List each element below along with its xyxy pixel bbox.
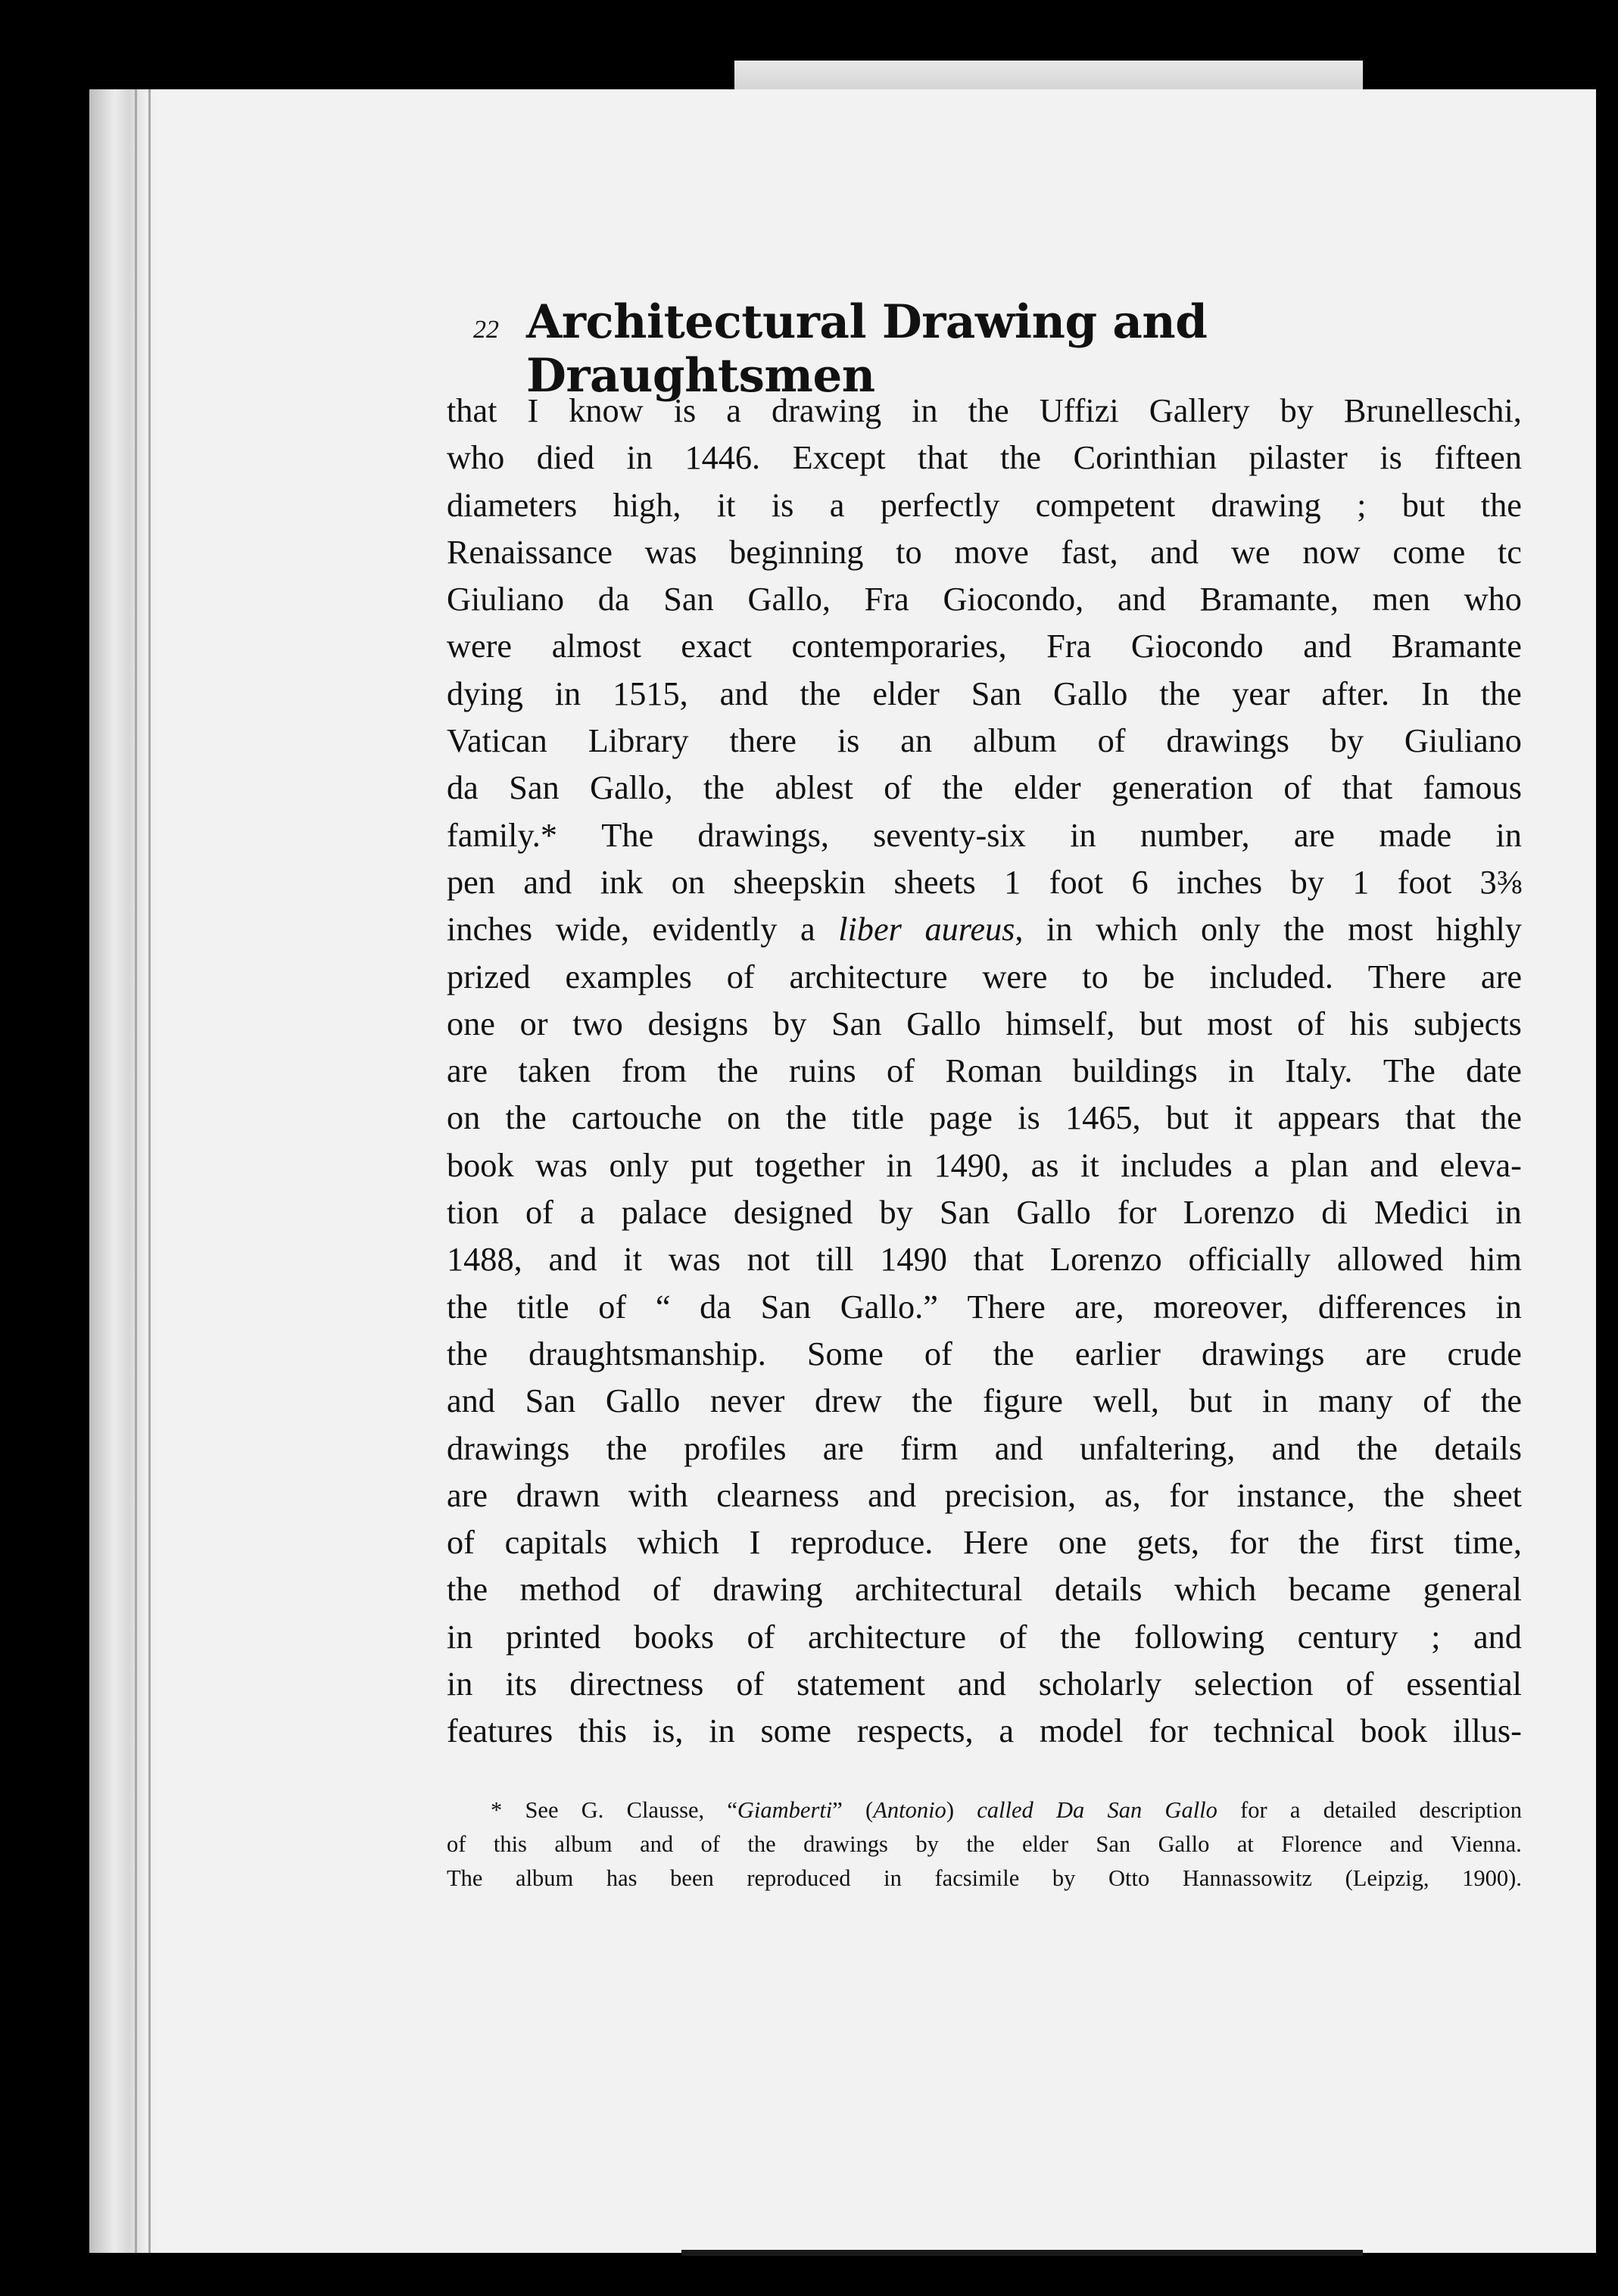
body-text bbox=[447, 388, 1522, 1755]
body-line: inches wide, evidently a liber aureus, in which only the most highly bbox=[447, 911, 1522, 949]
body-line: dying in 1515, and the elder San Gallo the year after. In the bbox=[447, 674, 1522, 712]
body-line: features this is, in some respects, a model for technical book illus- bbox=[447, 1712, 1522, 1750]
body-line: the title of “ da San Gallo.” There are, moreover, differences in bbox=[447, 1288, 1522, 1326]
body-line: Vatican Library there is an album of drawings by Giuliano bbox=[447, 722, 1522, 760]
body-line: Giuliano da San Gallo, Fra Giocondo, and Bramante, men who bbox=[447, 581, 1522, 618]
bottom-page-edge bbox=[681, 2250, 1363, 2256]
body-line: the method of drawing architectural details which became general bbox=[447, 1571, 1522, 1609]
running-head-title: Architectural Drawing and Draughtsmen bbox=[526, 295, 1208, 403]
spine-rule bbox=[148, 89, 151, 2253]
body-line: and San Gallo never drew the figure well, but in many of the bbox=[447, 1382, 1522, 1420]
body-line: of capitals which I reproduce. Here one gets, for the first time, bbox=[447, 1524, 1522, 1562]
body-line: family.* The drawings, seventy-six in number, are made in bbox=[447, 816, 1522, 854]
body-line: are taken from the ruins of Roman buildings in Italy. The date bbox=[447, 1052, 1522, 1090]
body-line: book was only put together in 1490, as it includes a plan and eleva- bbox=[447, 1146, 1522, 1184]
body-line: that I know is a drawing in the Uffizi Gallery by Brunelleschi, bbox=[447, 392, 1522, 429]
footnote-line: The album has been reproduced in facsimile by Otto Hannassowitz (Leipzig, 1900). bbox=[447, 1865, 1522, 1891]
footnote-line: * See G. Clausse, “Giamberti” (Antonio) called Da San Gallo for a detailed description bbox=[491, 1796, 1522, 1823]
body-line: the draughtsmanship. Some of the earlier drawings are crude bbox=[447, 1335, 1522, 1372]
body-line: da San Gallo, the ablest of the elder generation of that famous bbox=[447, 769, 1522, 807]
footnote bbox=[447, 1793, 1522, 1896]
body-line: were almost exact contemporaries, Fra Giocondo and Bramante bbox=[447, 628, 1522, 665]
body-line: in printed books of architecture of the following century ; and bbox=[447, 1618, 1522, 1656]
body-line: pen and ink on sheepskin sheets 1 foot 6 inches by 1 foot 3⅜ bbox=[447, 863, 1522, 901]
body-line: one or two designs by San Gallo himself, but most of his subjects bbox=[447, 1005, 1522, 1042]
body-line: are drawn with clearness and precision, as, for instance, the sheet bbox=[447, 1476, 1522, 1514]
body-line: diameters high, it is a perfectly competent drawing ; but the bbox=[447, 486, 1522, 524]
body-line: who died in 1446. Except that the Corinthian pilaster is fifteen bbox=[447, 439, 1522, 477]
body-line: prized examples of architecture were to be included. There are bbox=[447, 958, 1522, 995]
running-head bbox=[473, 295, 1522, 403]
body-line: drawings the profiles are firm and unfaltering, and the details bbox=[447, 1429, 1522, 1467]
body-line: on the cartouche on the title page is 1465, but it appears that the bbox=[447, 1099, 1522, 1137]
body-line: Renaissance was beginning to move fast, and we now come tc bbox=[447, 533, 1522, 571]
page-number: 22 bbox=[473, 316, 499, 344]
body-line: in its directness of statement and scholarly selection of essential bbox=[447, 1665, 1522, 1703]
book-page bbox=[447, 295, 1522, 1896]
footnote-line: of this album and of the drawings by the elder San Gallo at Florence and Vienna. bbox=[447, 1830, 1522, 1857]
body-line: tion of a palace designed by San Gallo for Lorenzo di Medici in bbox=[447, 1194, 1522, 1232]
body-line: 1488, and it was not till 1490 that Lorenzo officially allowed him bbox=[447, 1241, 1522, 1279]
spine-rule bbox=[135, 89, 137, 2253]
